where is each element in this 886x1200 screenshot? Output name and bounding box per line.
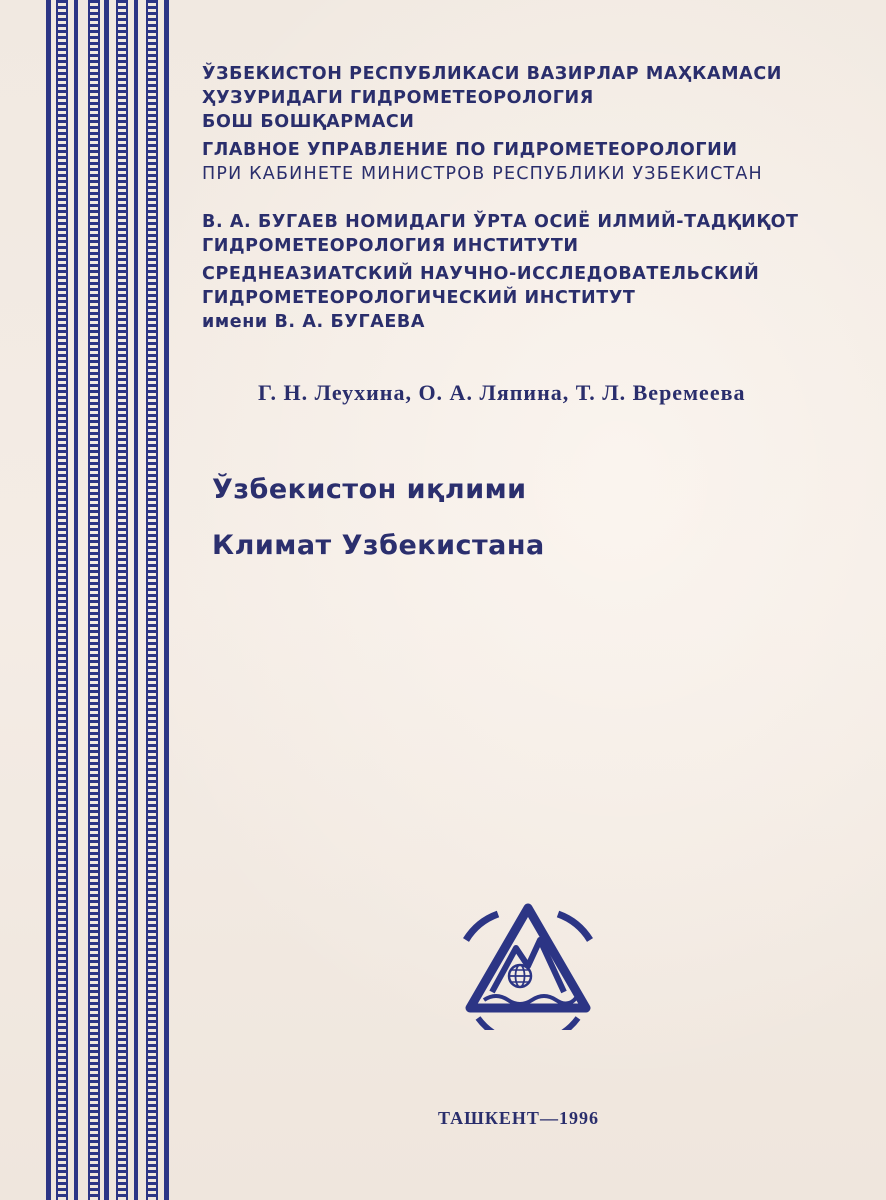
stripe [46,0,51,1200]
stripe [134,0,138,1200]
uz-institute-block [202,210,799,258]
authors: Г. Н. Леухина, О. А. Ляпина, Т. Л. Веремеева [258,380,746,405]
ru-institute-block [202,262,759,334]
ru-ministry-block [202,138,763,186]
stripe [116,0,128,1200]
title-uz: Ўзбекистон иқлими [212,474,527,505]
stripe [56,0,68,1200]
org-line: ЎЗБЕКИСТОН РЕСПУБЛИКАСИ ВАЗИРЛАР МАҲКАМАСИ [202,64,783,84]
title-ru: Климат Узбекистана [212,530,545,561]
org-line: ГЛАВНОЕ УПРАВЛЕНИЕ ПО ГИДРОМЕТЕОРОЛОГИИ [202,140,738,160]
stripe [104,0,109,1200]
org-line: СРЕДНЕАЗИАТСКИЙ НАУЧНО-ИССЛЕДОВАТЕЛЬСКИЙ [202,264,760,284]
org-line: БОШ БОШҚАРМАСИ [202,112,415,132]
uz-ministry-block [202,62,782,134]
publication-place-year: ТАШКЕНТ—1996 [438,1108,599,1128]
org-line: В. А. БУГАЕВ НОМИДАГИ ЎРТА ОСИЁ ИЛМИЙ-ТАДҚИҚОТ [202,212,799,232]
decorative-stripes [46,0,186,1200]
org-line: ГИДРОМЕТЕОРОЛОГИЯ ИНСТИТУТИ [202,236,579,256]
org-line: ПРИ КАБИНЕТЕ МИНИСТРОВ РЕСПУБЛИКИ УЗБЕКИСТАН [202,164,763,184]
org-line: ГИДРОМЕТЕОРОЛОГИЧЕСКИЙ ИНСТИТУТ [202,288,636,308]
org-line: имени В. А. БУГАЕВА [202,312,426,332]
stripe [88,0,100,1200]
stripe [146,0,158,1200]
stripe [74,0,78,1200]
stripe [164,0,169,1200]
hydromet-emblem-icon [458,900,598,1030]
org-line: ҲУЗУРИДАГИ ГИДРОМЕТЕОРОЛОГИЯ [202,88,594,108]
